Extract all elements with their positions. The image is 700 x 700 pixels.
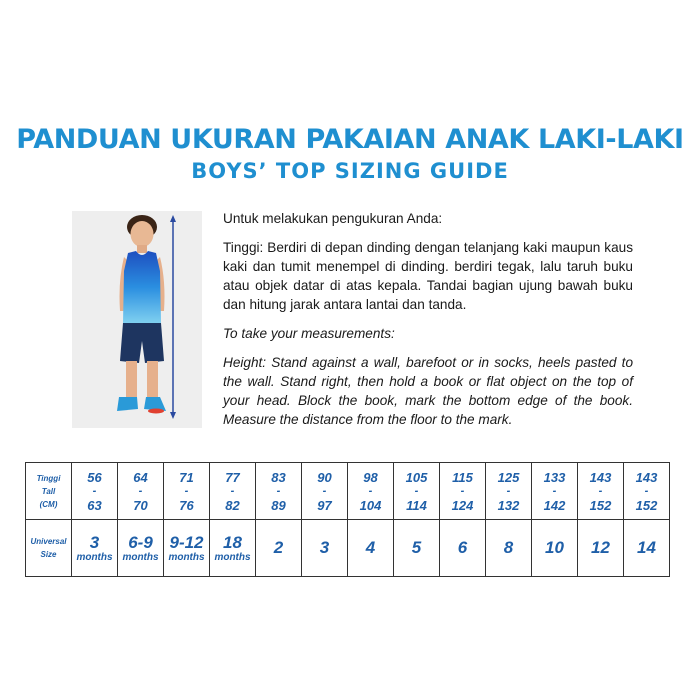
size-cell: [578, 520, 624, 577]
height-range-cell: [210, 463, 256, 520]
height-range-cell: [118, 463, 164, 520]
page-title: PANDUAN UKURAN PAKAIAN ANAK LAKI-LAKI: [16, 124, 684, 155]
range-dash: -: [276, 484, 281, 497]
height-instructions-en: Height: Stand against a wall, barefoot or in socks, heels pasted to the wall. Stand right, then hold a book or flat object on the top of your head. Block the book, mark the bottom edge of the book. Measure the distance from the floor to the mark.: [223, 355, 633, 427]
height-min: 98: [363, 469, 378, 485]
size-value: 9-12: [169, 532, 204, 552]
range-dash: -: [552, 484, 557, 497]
size-unit: months: [122, 551, 159, 563]
height-range-cell: [394, 463, 440, 520]
height-max: 76: [179, 497, 194, 513]
height-min: 105: [405, 469, 428, 485]
size-value: 12: [591, 538, 610, 557]
intro-id: Untuk melakukan pengukuran Anda:: [223, 211, 443, 226]
range-dash: -: [184, 484, 189, 497]
range-dash: -: [92, 484, 97, 497]
height-max: 132: [497, 497, 520, 513]
size-unit: months: [214, 551, 251, 563]
size-value: 3: [89, 532, 100, 552]
height-range-cell: [302, 463, 348, 520]
size-cell: [210, 520, 256, 577]
height-range-cell: [532, 463, 578, 520]
height-max: 89: [271, 497, 286, 513]
size-cell: [72, 520, 118, 577]
height-min: 64: [133, 469, 148, 485]
size-value: 18: [223, 532, 242, 552]
height-row: [26, 463, 670, 520]
height-max: 124: [451, 497, 474, 513]
size-value: 6-9: [128, 532, 153, 552]
range-dash: -: [414, 484, 419, 497]
range-dash: -: [644, 484, 649, 497]
height-range-cell: [578, 463, 624, 520]
height-min: 77: [225, 469, 240, 485]
size-header-line: Universal: [30, 537, 67, 546]
height-min: 115: [452, 469, 473, 485]
height-min: 83: [271, 469, 286, 485]
size-cell: [394, 520, 440, 577]
height-header-line: (CM): [39, 499, 58, 509]
size-value: 6: [457, 538, 468, 557]
height-range-cell: [486, 463, 532, 520]
size-cell: [486, 520, 532, 577]
size-value: 5: [411, 538, 422, 557]
size-value: 3: [319, 538, 330, 557]
height-max: 82: [225, 497, 240, 513]
height-max: 63: [87, 497, 102, 513]
height-header: [26, 463, 72, 520]
height-max: 142: [543, 497, 566, 513]
size-unit: months: [76, 551, 113, 563]
page-subtitle: BOYS’ TOP SIZING GUIDE: [191, 159, 509, 183]
height-range-cell: [624, 463, 670, 520]
size-table: [25, 462, 670, 577]
height-min: 90: [317, 469, 332, 485]
height-min: 71: [179, 469, 194, 485]
height-header-line: Tall: [41, 486, 56, 496]
height-max: 104: [359, 497, 382, 513]
size-cell: [118, 520, 164, 577]
size-cell: [624, 520, 670, 577]
range-dash: -: [368, 484, 373, 497]
size-header-line: Size: [40, 550, 57, 559]
size-value: 14: [637, 538, 656, 557]
height-range-cell: [72, 463, 118, 520]
size-row: [26, 520, 670, 577]
height-max: 114: [406, 497, 427, 513]
size-value: 2: [273, 538, 284, 557]
size-value: 8: [503, 538, 514, 557]
height-range-cell: [348, 463, 394, 520]
range-dash: -: [230, 484, 235, 497]
size-value: 10: [545, 538, 564, 557]
height-max: 152: [589, 497, 612, 513]
height-instructions-id: Tinggi: Berdiri di depan dinding dengan telanjang kaki maupun kaus kaki dan tumit menempel di dinding. berdiri tegak, lalu taruh buku atau objek datar di atas kepala. Tandai bagian ujung bawah buku dan hitung jarak antara lantai dan tanda.: [223, 240, 633, 312]
size-header: [26, 520, 72, 577]
size-value: 4: [365, 538, 376, 557]
size-cell: [302, 520, 348, 577]
intro-en: To take your measurements:: [223, 326, 395, 341]
height-min: 143: [589, 469, 612, 485]
height-max: 70: [133, 497, 148, 513]
height-min: 125: [497, 469, 520, 485]
size-cell: [440, 520, 486, 577]
size-cell: [256, 520, 302, 577]
range-dash: -: [138, 484, 143, 497]
range-dash: -: [460, 484, 465, 497]
model-photo: [72, 211, 202, 428]
size-cell: [532, 520, 578, 577]
height-min: 143: [635, 469, 658, 485]
range-dash: -: [506, 484, 511, 497]
height-min: 133: [543, 469, 566, 485]
height-header-line: Tinggi: [36, 473, 61, 483]
size-cell: [164, 520, 210, 577]
height-range-cell: [256, 463, 302, 520]
range-dash: -: [322, 484, 327, 497]
size-cell: [348, 520, 394, 577]
height-min: 56: [87, 469, 102, 485]
range-dash: -: [598, 484, 603, 497]
height-max: 97: [317, 497, 332, 513]
height-max: 152: [635, 497, 658, 513]
height-range-cell: [164, 463, 210, 520]
size-unit: months: [168, 551, 205, 563]
measurement-instructions: [223, 209, 633, 439]
height-range-cell: [440, 463, 486, 520]
